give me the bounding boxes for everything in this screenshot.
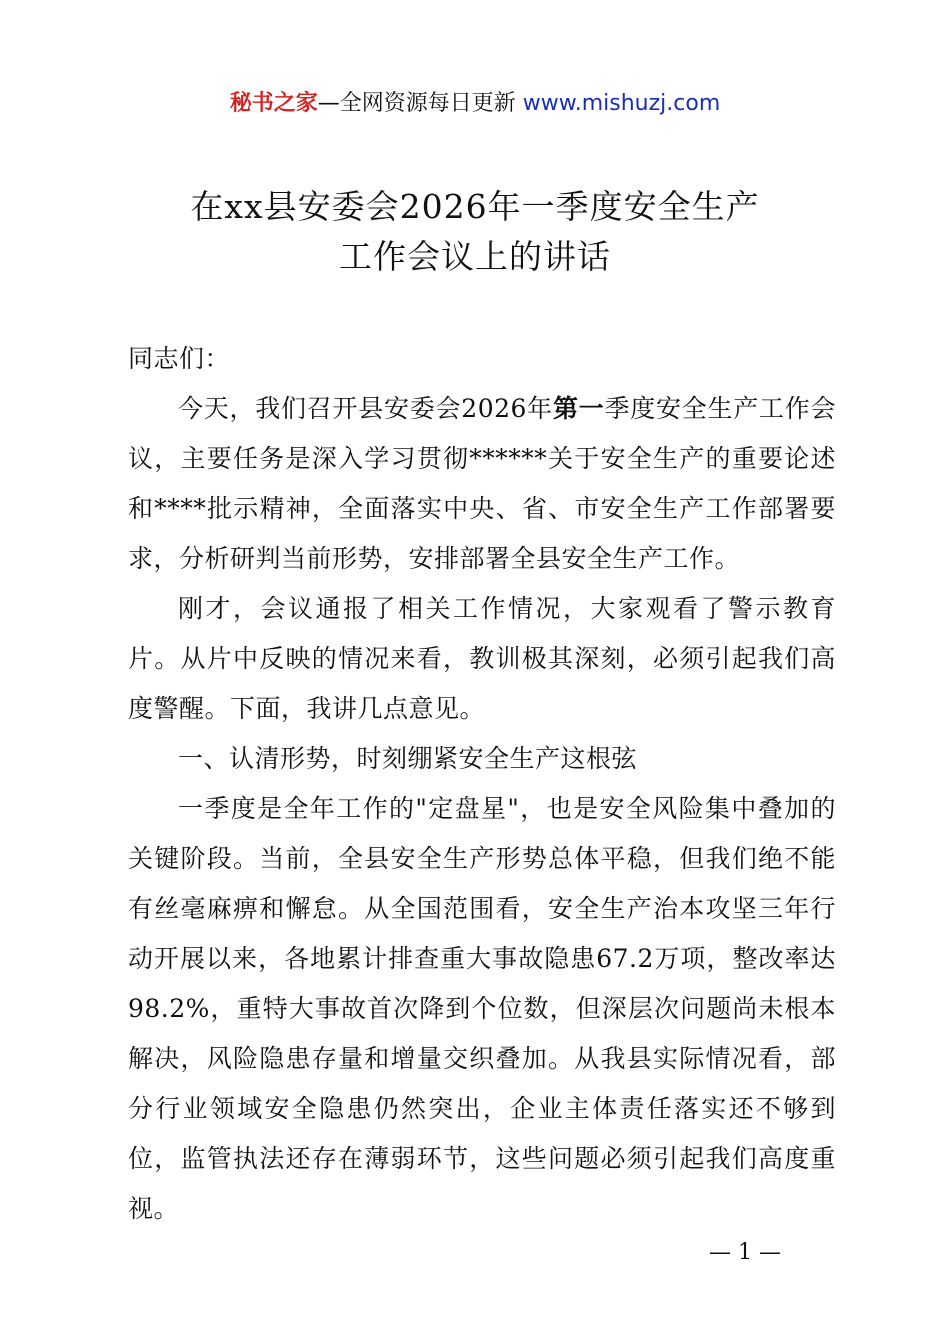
header-tagline: —全网资源每日更新 bbox=[317, 91, 523, 116]
site-header bbox=[0, 86, 950, 122]
paragraph-opening-text-b: 季度安全生产工作会议，主要任务是深入学习贯彻******关于安全生产的重要论述和****批示精神，全面落实中央、省、市安全生产工作部署要求，分析研判当前形势，安排部署全县安全生产工作。 bbox=[128, 394, 836, 573]
paragraph-opening bbox=[128, 384, 836, 584]
paragraph-opening-bold: 第一 bbox=[552, 394, 605, 423]
paragraph-situation: 一季度是全年工作的"定盘星"，也是安全风险集中叠加的关键阶段。当前，全县安全生产形势总体平稳，但我们绝不能有丝毫麻痹和懈怠。从全国范围看，安全生产治本攻坚三年行动开展以来，各地累计排查重大事故隐患67.2万项，整改率达98.2%，重特大事故首次降到个位数，但深层次问题尚未根本解决，风险隐患存量和增量交织叠加。从我县实际情况看，部分行业领域安全隐患仍然突出，企业主体责任落实还不够到位，监管执法还存在薄弱环节，这些问题必须引起我们高度重视。 bbox=[128, 794, 836, 1223]
title-line-2: 工作会议上的讲话 bbox=[339, 237, 611, 276]
title-line-1: 在xx县安委会2026年一季度安全生产 bbox=[190, 187, 760, 226]
document-body bbox=[128, 334, 836, 1234]
document-title bbox=[0, 182, 950, 282]
site-url-link[interactable]: www.mishuzj.com bbox=[522, 91, 721, 116]
paragraph-context: 刚才，会议通报了相关工作情况，大家观看了警示教育片。从片中反映的情况来看，教训极其深刻，必须引起我们高度警醒。下面，我讲几点意见。 bbox=[128, 594, 836, 723]
salutation: 同志们： bbox=[128, 344, 231, 373]
section-heading-1: 一、认清形势，时刻绷紧安全生产这根弦 bbox=[178, 744, 638, 773]
brand-name: 秘书之家 bbox=[229, 91, 318, 116]
paragraph-opening-text-a: 今天，我们召开县安委会2026年 bbox=[178, 394, 553, 423]
page-number: — 1 — bbox=[709, 1240, 781, 1265]
